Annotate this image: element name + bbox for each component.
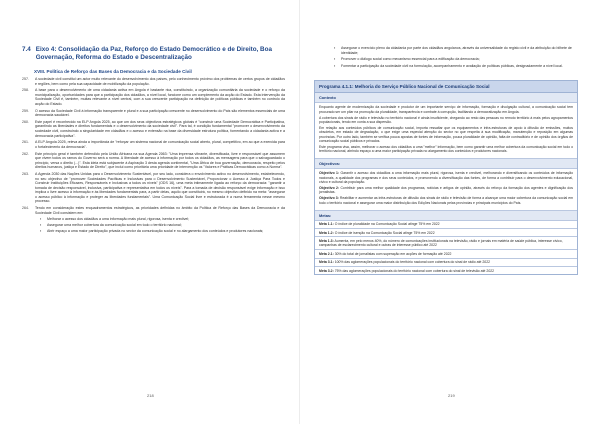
objective-text: Garantir o acesso dos cidadãos a uma informação mais plural, rigorosa, isenta e credível, melhorando e diversificando os conteúdos de informação nacionais, a qualidade dos programas e dos seus conteúdos, e promovendo a diversificação das fontes, de forma a contribuir para o desenvolvimento educacional, cívico e cultural da população.	[319, 171, 573, 185]
meta-row	[315, 229, 577, 237]
objective-item	[319, 186, 573, 195]
paragraph	[22, 152, 285, 170]
metas-list	[315, 221, 577, 275]
bullet-item	[334, 46, 578, 55]
paragraph-text: Este papel é reconhecido na ELP Angola 2025, ao que um dos seus objectivos estratégicos globais é "construir uma Sociedade Democrática e Participativa, garantindo as liberdades e direitos fundamentais e o desenvolvimento da sociedade civil". Para tal, é condição fundamental "promover o desenvolvimento da sociedade civil, construindo a singularidade em cidadãos e o acesso e extensão na base da diversidade estrutura política, fomentando a cidadania activa e a democracia participativa".	[35, 119, 285, 138]
page-number: 218	[147, 393, 154, 398]
bullet-item	[334, 64, 578, 69]
paragraph-text: A Agenda 2030 das Nações Unidas para o Desenvolvimento Sustentável, por seu lado, considera o envolvimento activo no desenvolvimento, estabelecendo, no seu objectivo de "promover Sociedades Pacíficas e Inclusivas para o Desenvolvimento Sustentável, Proporcionar o Acesso à Justiça Para Todos e Construir Instituições Eficazes, Responsáveis e Inclusivas a todos os níveis" (ODS 16), uma meta intimamente ligada ao reforço da democracia: "garantir a tomada de decisão responsável, inclusiva, participativa e representativa em todos os níveis". Para a tomada de decisão responsável exige informação e isso implica o livre acesso à informação e às liberdades fundamentais para, a partir delas, aquilo que constituirá, no mesmo objectivo definido na meta: "assegurar o acesso público à informação e proteger as liberdades fundamentais". Uma Comunicação Social livre e estruturada é a numa ferramenta nesse mesmo processo.	[35, 171, 285, 204]
meta-row	[315, 221, 577, 229]
meta-label: Meta 1.3:	[319, 238, 334, 243]
program-box	[314, 80, 578, 275]
paragraph	[22, 109, 285, 118]
paragraph	[22, 140, 285, 149]
paragraph-text: A base para o desenvolvimento de uma cidadania activa em Angola é bastante rica, constituindo, a organização comunitária da sociedade e o reforço da municipalização, oportunidades para que a participação dos cidadãos, a nível local, funcione como um complemento da acção do Estado. Esta intervenção da Sociedade Civil é, também, muitas relevante a nível central, com a sua crescente participação na definição de políticas públicas e também no controlo da acção do Estado.	[35, 88, 285, 106]
paragraph	[22, 77, 285, 86]
paragraph-number: 260.	[22, 119, 29, 124]
bullet-text: Assegurar uma melhor cobertura da comunicação social em todo o território nacional;	[47, 223, 182, 228]
priority-bullet-list	[22, 217, 285, 233]
meta-text: O índice de pluralidade na Comunicação Social atinge 75% em 2022	[334, 222, 440, 227]
objective-label: Objectivo 1:	[319, 171, 340, 176]
meta-label: Meta 2.1:	[319, 251, 334, 256]
objective-text: Contribuir para uma melhor qualidade dos programas, notícias e artigos de opinião, através do reforço da formação dos agentes e dignificação dos jornalistas.	[319, 185, 573, 195]
paragraph-text: A sociedade civil constitui um actor muito relevante do desenvolvimento dos países, pelo conhecimento próximo dos problemas de certos grupos de cidadãos e regiões, bem como pela sua capacidade de mobilização da população.	[35, 77, 285, 86]
paragraph-number: 262.	[22, 151, 29, 156]
paragraph	[22, 88, 285, 106]
meta-row	[315, 237, 577, 250]
bullet-icon: ▪	[334, 46, 336, 50]
objectives-heading: Objectivos:	[315, 159, 577, 169]
meta-label: Meta 1.2:	[319, 230, 334, 235]
bullet-icon: ▪	[40, 223, 42, 228]
paragraph-list	[22, 77, 285, 215]
meta-label: Meta 3.2:	[319, 268, 334, 273]
meta-text: Aumenta, em pelo menos 40%, do número de comunicações institucionais na televisão, rádio e jornais em matéria de saúde pública, interesse cívico, campanhas de esclarecimento cultural e outras de interesse público até 2022	[319, 238, 563, 248]
meta-text: O índice de isenção na Comunicação Social atinge 75% em 2022	[334, 230, 435, 235]
context-paragraph: Em relação aos conteúdos públicos de comunicação social, importa ressaltar que os equipamentos e infra-estruturas de apoio à difusão de emissões, muitos obsoletos, em estado de degradação, o que exige uma especial atenção do sector no que respeita à sua modificação, manutenção e reposição em algumas províncias. Por outro lado, também se verifica pouca apostas de fontes de informação, pouca pluralidade de opinião, falta de contraditório e de opinião dos órgãos de comunicação social públicos e privados.	[319, 125, 573, 144]
section-heading	[22, 46, 285, 62]
bullet-text: Fomentar a participação da sociedade civil na formulação, acompanhamento e avaliação de políticas públicas, designadamente a nível local.	[341, 63, 563, 68]
paragraph-text: O acesso da Sociedade Civil à informação transparente e plural e a sua participação crescente no desenvolvimento do País são elementos essenciais de uma democracia saudável.	[35, 108, 285, 118]
meta-row	[315, 259, 577, 267]
bullet-text: Promover o diálogo social como mecanismo essencial para a edificação da democracia;	[341, 57, 480, 62]
paragraph-text: A ELP Angola 2025, releva ainda a importância de "reforçar um sistema nacional de comunicação social aberto, plural, competitivo, em ao que a exercida para o fortalecimento da democracia".	[35, 140, 285, 149]
meta-text: 30% do total de jornalistas com superação em acções de formação até 2022	[334, 251, 452, 256]
bullet-item	[40, 217, 285, 222]
meta-text: 75% das aglomerações populacionais do território nacional com cobertura do sinal de televisão até 2022	[334, 268, 495, 273]
bullet-text: Assegurar o exercício pleno da cidadania por parte dos cidadãos angolanos, através da universalidade do registo civil e da atribuição do bilhete de identidade;	[341, 46, 572, 55]
paragraph-number: 258.	[22, 88, 29, 93]
meta-label: Meta 3.1:	[319, 260, 334, 265]
paragraph-text: Tendo em consideração estes enquadramentos estratégicos, as prioridades definidas no âmbito da Política de Reforço das Bases da Democracia e da Sociedade Civil consistem em:	[35, 205, 285, 215]
priority-bullet-list-continued	[314, 46, 578, 68]
paragraph-text: Este princípio geral é também defendido pela União Africana na sua Agenda 2063: "Uma imprensa vibrante, diversificada, livre e responsável que assumem que vivem todos os ramos do Governo será a norma. A liberdade de acesso à informação por todos os cidadãos, as mensagens para que o salvaguardado o princípio, versa o direito (...)". Esta ideia está subjacente à Aspiração 3 desta agenda continental, "Uma África de boa governação, democracia, respeito pelos direitos humanos, justiça e Estado de Direito", que inclui como prioritária uma prioridade de intervenção os "Valores e Práticas Democráticas como a Norma".	[35, 151, 285, 170]
paragraph	[22, 172, 285, 204]
right-page	[300, 0, 600, 424]
objective-label: Objectivo 2:	[319, 185, 340, 190]
paragraph-number: 261.	[22, 140, 29, 145]
program-title: Programa 4.1.1: Melhoria do Serviço Público Nacional de Comunicação Social	[315, 81, 577, 93]
context-paragraph: Este programa visa, assim, melhorar o acesso dos cidadãos a uma "melhor" informação, bem como garantir uma melhor cobertura da comunicação social em todo o território nacional, abrindo espaço a uma maior participação privada no alargamento dos conteúdos e produtores nacionais.	[319, 144, 573, 154]
context-paragraph: Enquanto agente de modernização da sociedade e produtor de um importante serviço de informação, formação e divulgação cultural, a comunicação social tem procurado ser um pilar na promoção da pluralidade, transparência e combate à corrupção, facilitando a democratização em Angola.	[319, 105, 573, 114]
bullet-icon: ▪	[40, 229, 42, 234]
bullet-item	[334, 57, 578, 62]
page-number: 219	[448, 393, 455, 398]
context-body	[315, 103, 577, 159]
paragraph-number: 259.	[22, 108, 29, 113]
section-number: 7.4	[22, 46, 31, 53]
meta-label: Meta 1.1:	[319, 222, 334, 227]
paragraph-number: 264.	[22, 205, 29, 210]
bullet-item	[40, 229, 285, 234]
bullet-text: Melhorar o acesso dos cidadãos a uma informação mais plural, rigorosa, isenta e credível;	[47, 217, 190, 222]
bullet-text: Abrir espaço a uma maior participação privada no sector da comunicação social e no alargamento dos conteúdos e produtores nacionais;	[47, 229, 264, 234]
bullet-icon: ▪	[334, 63, 336, 68]
paragraph	[22, 120, 285, 138]
section-title: Eixo 4: Consolidação da Paz, Reforço do Estado Democrático e de Direito, Boa Governação, Reforma do Estado e Descentralização	[35, 46, 272, 61]
metas-heading: Metas:	[315, 211, 577, 221]
bullet-icon: ▪	[40, 217, 42, 222]
paragraph	[22, 206, 285, 215]
bullet-item	[40, 223, 285, 228]
context-heading: Contexto	[315, 93, 577, 103]
meta-row	[315, 267, 577, 274]
paragraph-number: 263.	[22, 171, 29, 176]
subsection-title: XVIII. Política de Reforço das Bases da Democracia e da Sociedade Civil	[34, 69, 192, 74]
paragraph-number: 257.	[22, 77, 29, 81]
meta-text: 100% das aglomerações populacionais do território nacional com cobertura do sinal de rádio até 2022	[334, 260, 491, 265]
objective-item	[319, 196, 573, 205]
objective-text: Reabilitar e aumentar as infra-estruturas de difusão dos sinais de rádio e televisão de forma a alcançar uma maior cobertura da comunicação social em todo o território nacional e assegurar uma maior distribuição dos Edições Nacionais pelas províncias e principais municípios do País.	[319, 196, 573, 205]
context-paragraph: A cobertura dos sinais de rádio e televisão no território nacional é ainda insuficiente, chegando ao resto das pessoas no remoto território à mais pelos agrupamentos populacionais, tendo em conta a sua dispersão.	[319, 115, 573, 124]
objective-label: Objectivo 3:	[319, 196, 339, 201]
objective-item	[319, 171, 573, 184]
objectives-body	[315, 169, 577, 210]
bullet-icon: ▪	[334, 57, 336, 62]
meta-row	[315, 250, 577, 258]
